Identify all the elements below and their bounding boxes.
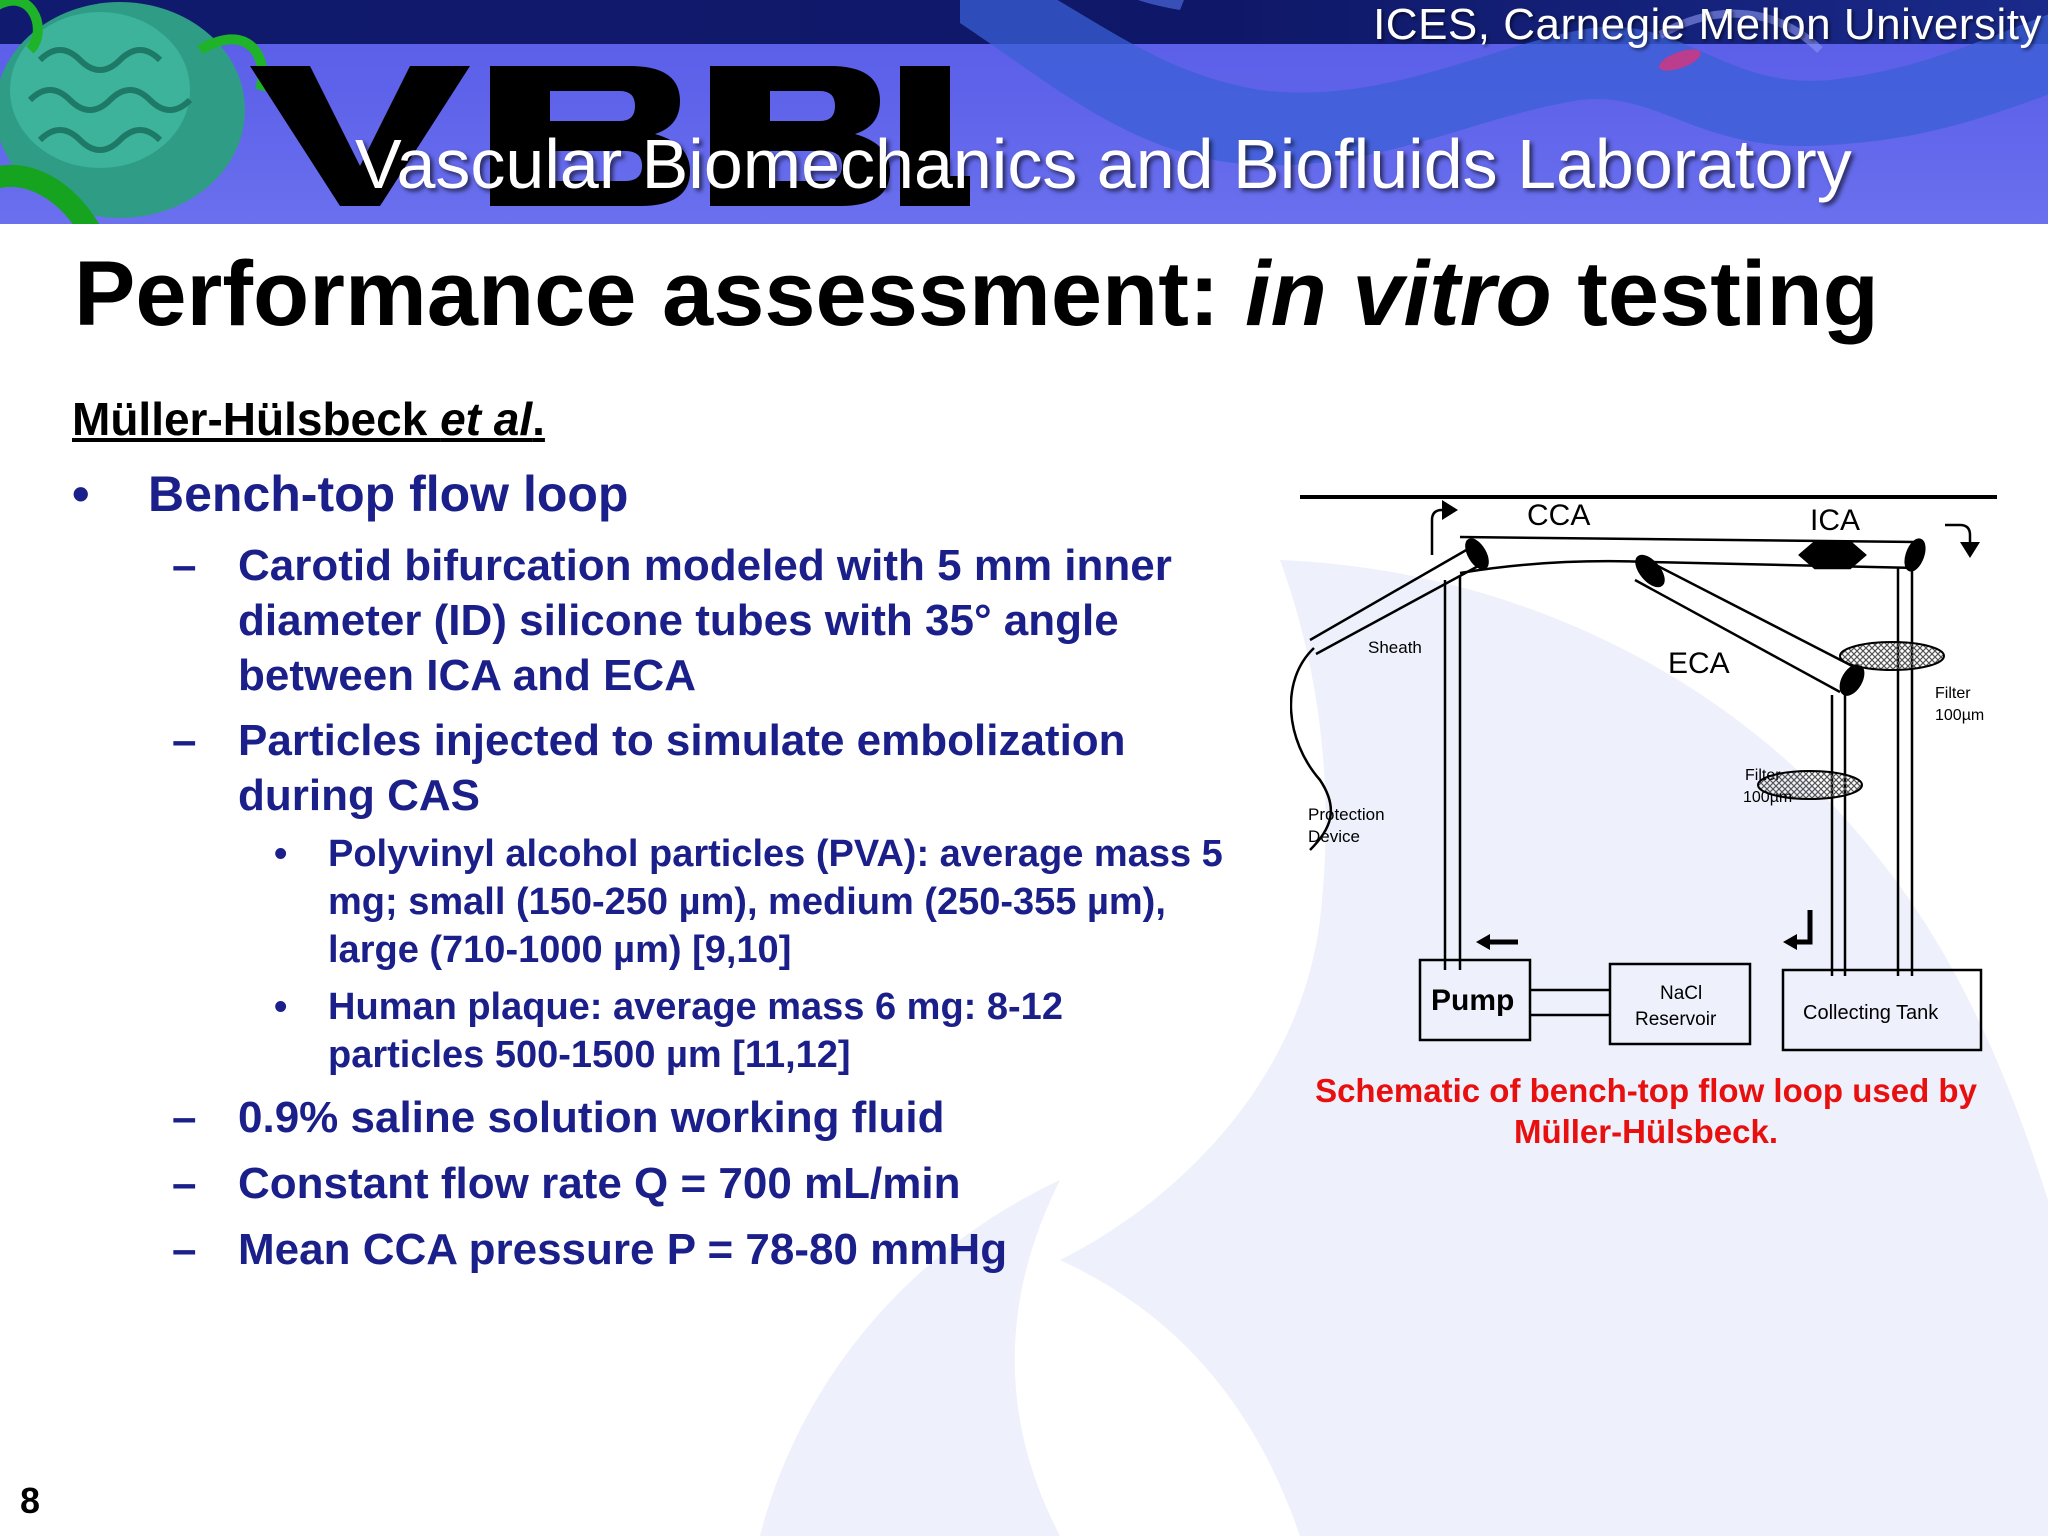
author-plain: Müller-Hülsbeck (72, 393, 441, 445)
label-filter-ica: Filter (1935, 685, 1971, 702)
ica-down-line (1898, 568, 1912, 976)
label-tank: Collecting Tank (1803, 1002, 1939, 1024)
label-pump: Pump (1431, 984, 1515, 1017)
dash-marker: – (172, 541, 197, 590)
sub-bullet-text: Mean CCA pressure P = 78-80 mmHg (238, 1225, 1008, 1274)
institution-name: ICES, Carnegie Mellon University (1373, 0, 2042, 49)
author-heading (72, 392, 545, 446)
label-cca: CCA (1527, 499, 1591, 532)
sub-bullet-text: 0.9% saline solution working fluid (238, 1093, 945, 1142)
label-sheath: Sheath (1368, 638, 1422, 657)
pump-return-line (1445, 576, 1460, 970)
label-protection: Protection (1308, 805, 1385, 824)
dash-marker: – (172, 1093, 197, 1142)
inflow-arrowhead (1442, 500, 1458, 520)
label-filter-eca: Filter (1745, 767, 1781, 784)
slide-title (74, 242, 1879, 347)
sub-sub-bullet-text: Polyvinyl alcohol particles (PVA): average mass 5 mg; small (150-250 µm), medium (250-355 µm), large (710-1000 µm) [9,10] (328, 833, 1223, 971)
label-device: Device (1308, 827, 1360, 846)
label-eca: ECA (1668, 647, 1730, 680)
page-number: 8 (20, 1480, 41, 1521)
reservoir-box (1610, 964, 1750, 1044)
lab-name: Vascular Biomechanics and Biofluids Laboratory (355, 125, 1852, 203)
dash-marker: – (172, 1225, 197, 1274)
dash-marker: – (172, 1159, 197, 1208)
title-end: testing (1551, 243, 1879, 345)
title-plain: Performance assessment: (74, 243, 1246, 345)
drain-arrow (1795, 910, 1810, 942)
ica-stenosis (1800, 542, 1865, 568)
sub-sub-bullet-text: Human plaque: average mass 6 mg: 8-12 particles 500-1500 µm [11,12] (328, 986, 1063, 1076)
bullet-marker: • (274, 833, 288, 875)
title-italic: in vitro (1245, 243, 1552, 345)
dash-marker: – (172, 716, 197, 765)
ica-filter (1840, 642, 1944, 670)
label-reservoir-1: NaCl (1660, 983, 1703, 1004)
flow-loop-schematic (1290, 480, 2002, 1060)
header-banner (0, 0, 2048, 224)
sub-bullet-text: Carotid bifurcation modeled with 5 mm inner diameter (ID) silicone tubes with 35° angle between ICA and ECA (238, 541, 1172, 700)
return-arrowhead (1476, 934, 1490, 950)
outflow-arrowhead (1960, 542, 1980, 558)
label-filter-eca-size: 100µm (1743, 789, 1793, 806)
bullet-marker: • (72, 466, 90, 522)
drain-arrowhead (1783, 934, 1797, 950)
eca-down-line (1832, 692, 1845, 976)
pump-reservoir-link (1530, 990, 1610, 1015)
cca-end (1462, 536, 1492, 572)
label-reservoir-2: Reservoir (1635, 1009, 1717, 1030)
author-end: . (532, 393, 545, 445)
label-filter-ica-size: 100µm (1935, 707, 1985, 724)
bullet-text: Bench-top flow loop (148, 466, 629, 522)
sub-bullet-text: Particles injected to simulate embolization during CAS (238, 716, 1126, 820)
bullet-marker: • (274, 986, 288, 1028)
figure-caption: Schematic of bench-top flow loop used by Müller-Hülsbeck. (1315, 1072, 1977, 1150)
author-italic: et al (440, 393, 533, 445)
label-ica: ICA (1810, 504, 1861, 537)
eca-junction (1632, 551, 1669, 590)
sub-bullet-text: Constant flow rate Q = 700 mL/min (238, 1159, 961, 1208)
